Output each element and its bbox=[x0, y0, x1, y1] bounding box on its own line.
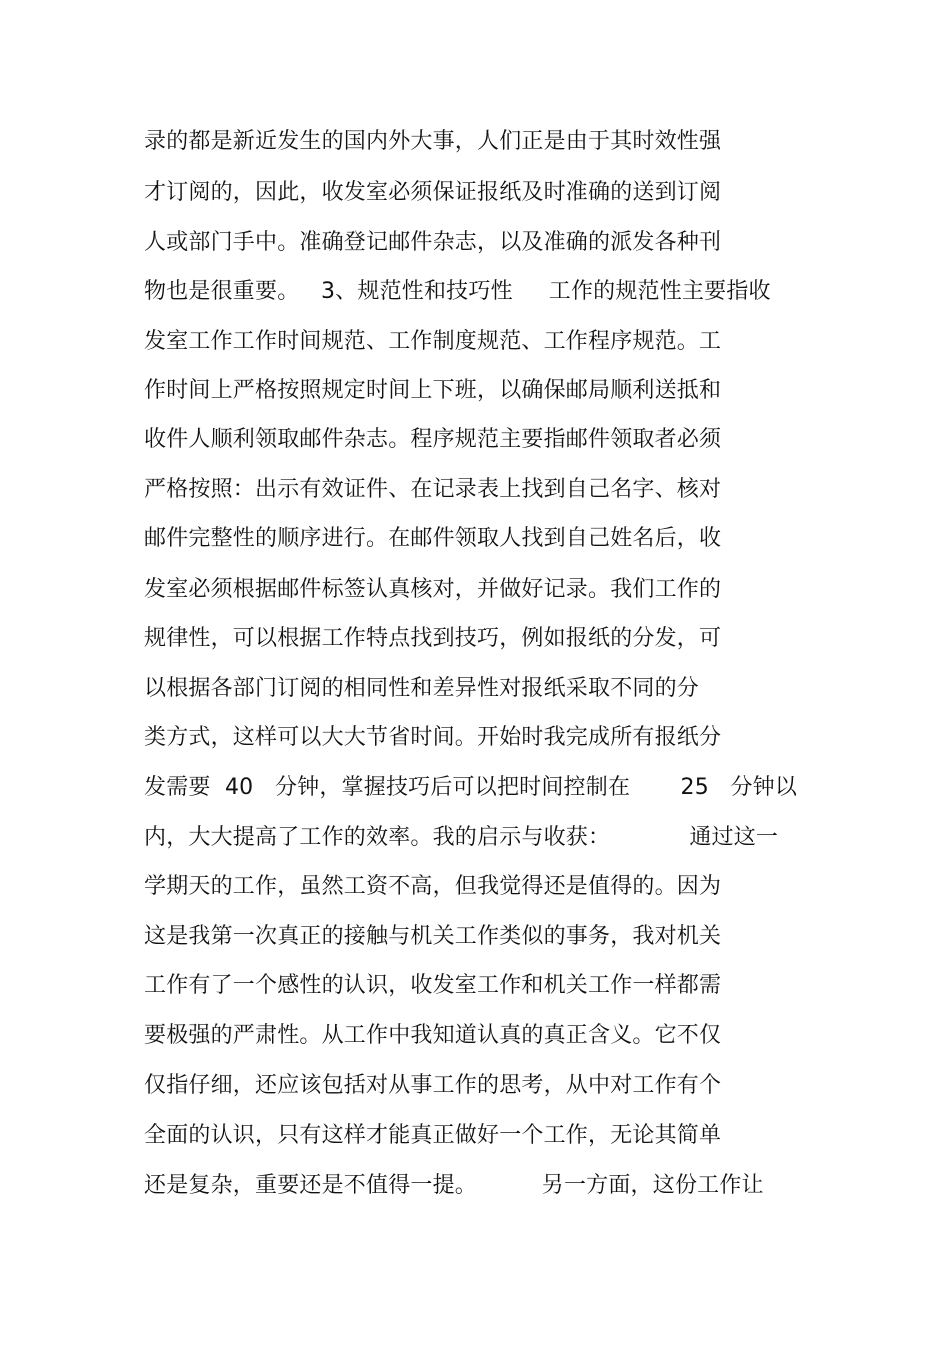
text-line: 才订阅的，因此，收发室必须保证报纸及时准确的送到订阅 bbox=[144, 180, 722, 205]
text-line: 发需要 40 分钟，掌握技巧后可以把时间控制在 25 分钟以 bbox=[144, 775, 798, 800]
text-line: 还是复杂，重要还是不值得一提。 另一方面，这份工作让 bbox=[144, 1173, 764, 1198]
text-line: 这是我第一次真正的接触与机关工作类似的事务，我对机关 bbox=[144, 924, 722, 949]
text-line: 发室必须根据邮件标签认真核对，并做好记录。我们工作的 bbox=[144, 577, 722, 602]
text-line: 内，大大提高了工作的效率。我的启示与收获： 通过这一 bbox=[144, 825, 779, 850]
text-line: 仅指仔细，还应该包括对从事工作的思考，从中对工作有个 bbox=[144, 1073, 722, 1098]
text-line: 要极强的严肃性。从工作中我知道认真的真正含义。它不仅 bbox=[144, 1023, 722, 1048]
text-line: 类方式，这样可以大大节省时间。开始时我完成所有报纸分 bbox=[144, 725, 722, 750]
text-line: 录的都是新近发生的国内外大事，人们正是由于其时效性强 bbox=[144, 129, 722, 154]
text-line: 以根据各部门订阅的相同性和差异性对报纸采取不同的分 bbox=[144, 676, 700, 701]
text-line: 学期天的工作，虽然工资不高，但我觉得还是值得的。因为 bbox=[144, 874, 722, 899]
text-line: 全面的认识，只有这样才能真正做好一个工作，无论其简单 bbox=[144, 1123, 722, 1148]
text-line: 工作有了一个感性的认识，收发室工作和机关工作一样都需 bbox=[144, 973, 722, 998]
text-line: 严格按照：出示有效证件、在记录表上找到自己名字、核对 bbox=[144, 477, 722, 502]
text-line: 邮件完整性的顺序进行。在邮件领取人找到自己姓名后，收 bbox=[144, 526, 722, 551]
text-line: 作时间上严格按照规定时间上下班，以确保邮局顺利送抵和 bbox=[144, 378, 722, 403]
text-line: 物也是很重要。 3、规范性和技巧性 工作的规范性主要指收 bbox=[144, 279, 771, 304]
text-line: 人或部门手中。准确登记邮件杂志，以及准确的派发各种刊 bbox=[144, 230, 722, 255]
text-line: 收件人顺利领取邮件杂志。程序规范主要指邮件领取者必须 bbox=[144, 427, 722, 452]
text-line: 发室工作工作时间规范、工作制度规范、工作程序规范。工 bbox=[144, 329, 722, 354]
text-line: 规律性，可以根据工作特点找到技巧，例如报纸的分发，可 bbox=[144, 626, 722, 651]
